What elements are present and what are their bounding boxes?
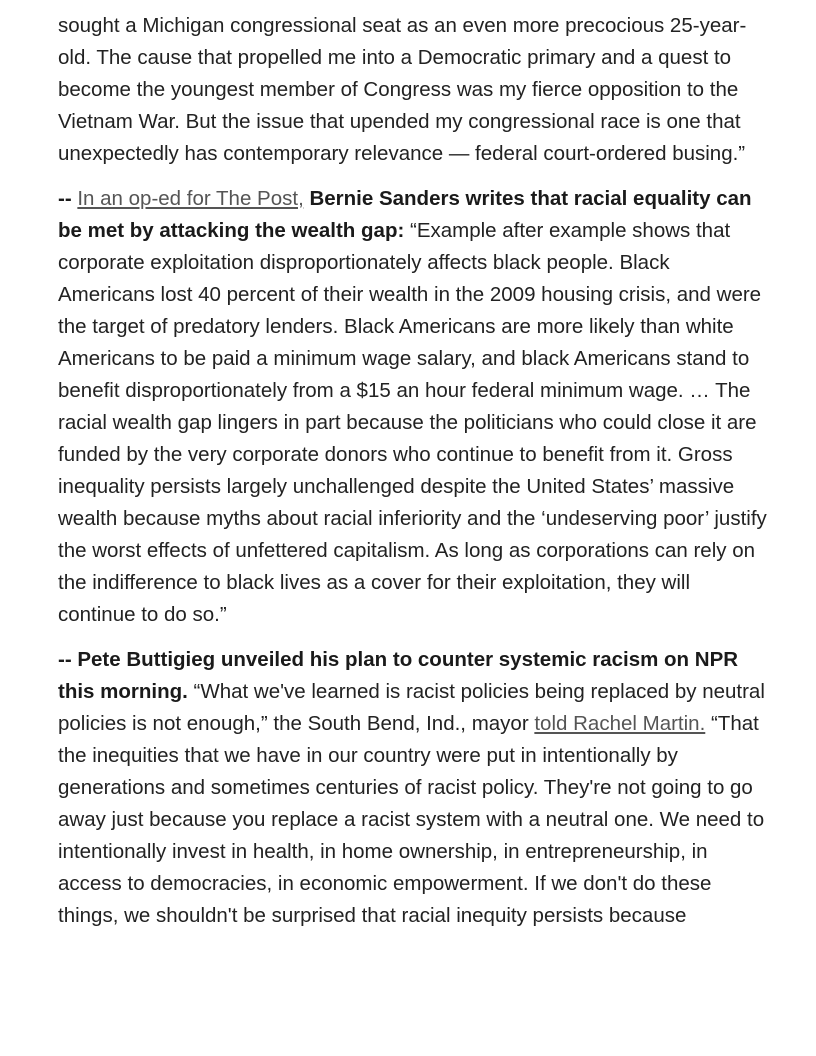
busing-quote-text: sought a Michigan congressional seat as an even more precocious 25-year-old. The cause that propelled me into a Democratic primary and a quest to become the youngest member of Congress was my fierce opposition to the Vietnam War. But the issue that upended my congressional race is one that unexpectedly has contemporary relevance — federal court-ordered busing.”: [58, 14, 747, 165]
paragraph-buttigieg-npr: [58, 644, 770, 932]
buttigieg-headline: -- Pete Buttigieg unveiled his plan to counter systemic racism on NPR this morning.: [58, 648, 739, 703]
buttigieg-quote-text: “That the inequities that we have in our country were put in intentionally by generations and sometimes centuries of racist policy. They're not going to go away just because you replace a racist system with a neutral one. We need to intentionally invest in health, in home ownership, in entrepreneurship, in access to democracies, in economic empowerment. If we don't do these things, we shouldn't be surprised that racial inequity persists because: [58, 712, 765, 927]
buttigieg-quote-intro: “What we've learned is racist policies being replaced by neutral policies is not enough,” the South Bend, Ind., mayor: [58, 680, 765, 735]
paragraph-busing-quote: [58, 10, 770, 170]
article-body: [58, 10, 770, 945]
sanders-oped-link[interactable]: In an op-ed for The Post,: [77, 187, 304, 210]
sanders-quote-text: “Example after example shows that corporate exploitation disproportionately affects black people. Black Americans lost 40 percent of their wealth in the 2009 housing crisis, and were the target of predatory lenders. Black Americans are more likely than white Americans to be paid a minimum wage salary, and black Americans stand to benefit disproportionately from a $15 an hour federal minimum wage. … The racial wealth gap lingers in part because the politicians who could close it are funded by the very corporate donors who continue to benefit from it. Gross inequality persists largely unchallenged despite the United States’ massive wealth because myths about racial inferiority and the ‘undeserving poor’ justify the worst effects of unfettered capitalism. As long as corporations can rely on the indifference to black lives as a cover for their exploitation, they will continue to do so.”: [58, 219, 767, 626]
sanders-headline: Bernie Sanders writes that racial equality can be met by attacking the wealth gap:: [58, 187, 752, 242]
paragraph-sanders-oped: [58, 183, 770, 631]
sanders-prefix: --: [58, 187, 78, 210]
rachel-martin-link[interactable]: told Rachel Martin.: [534, 712, 706, 735]
